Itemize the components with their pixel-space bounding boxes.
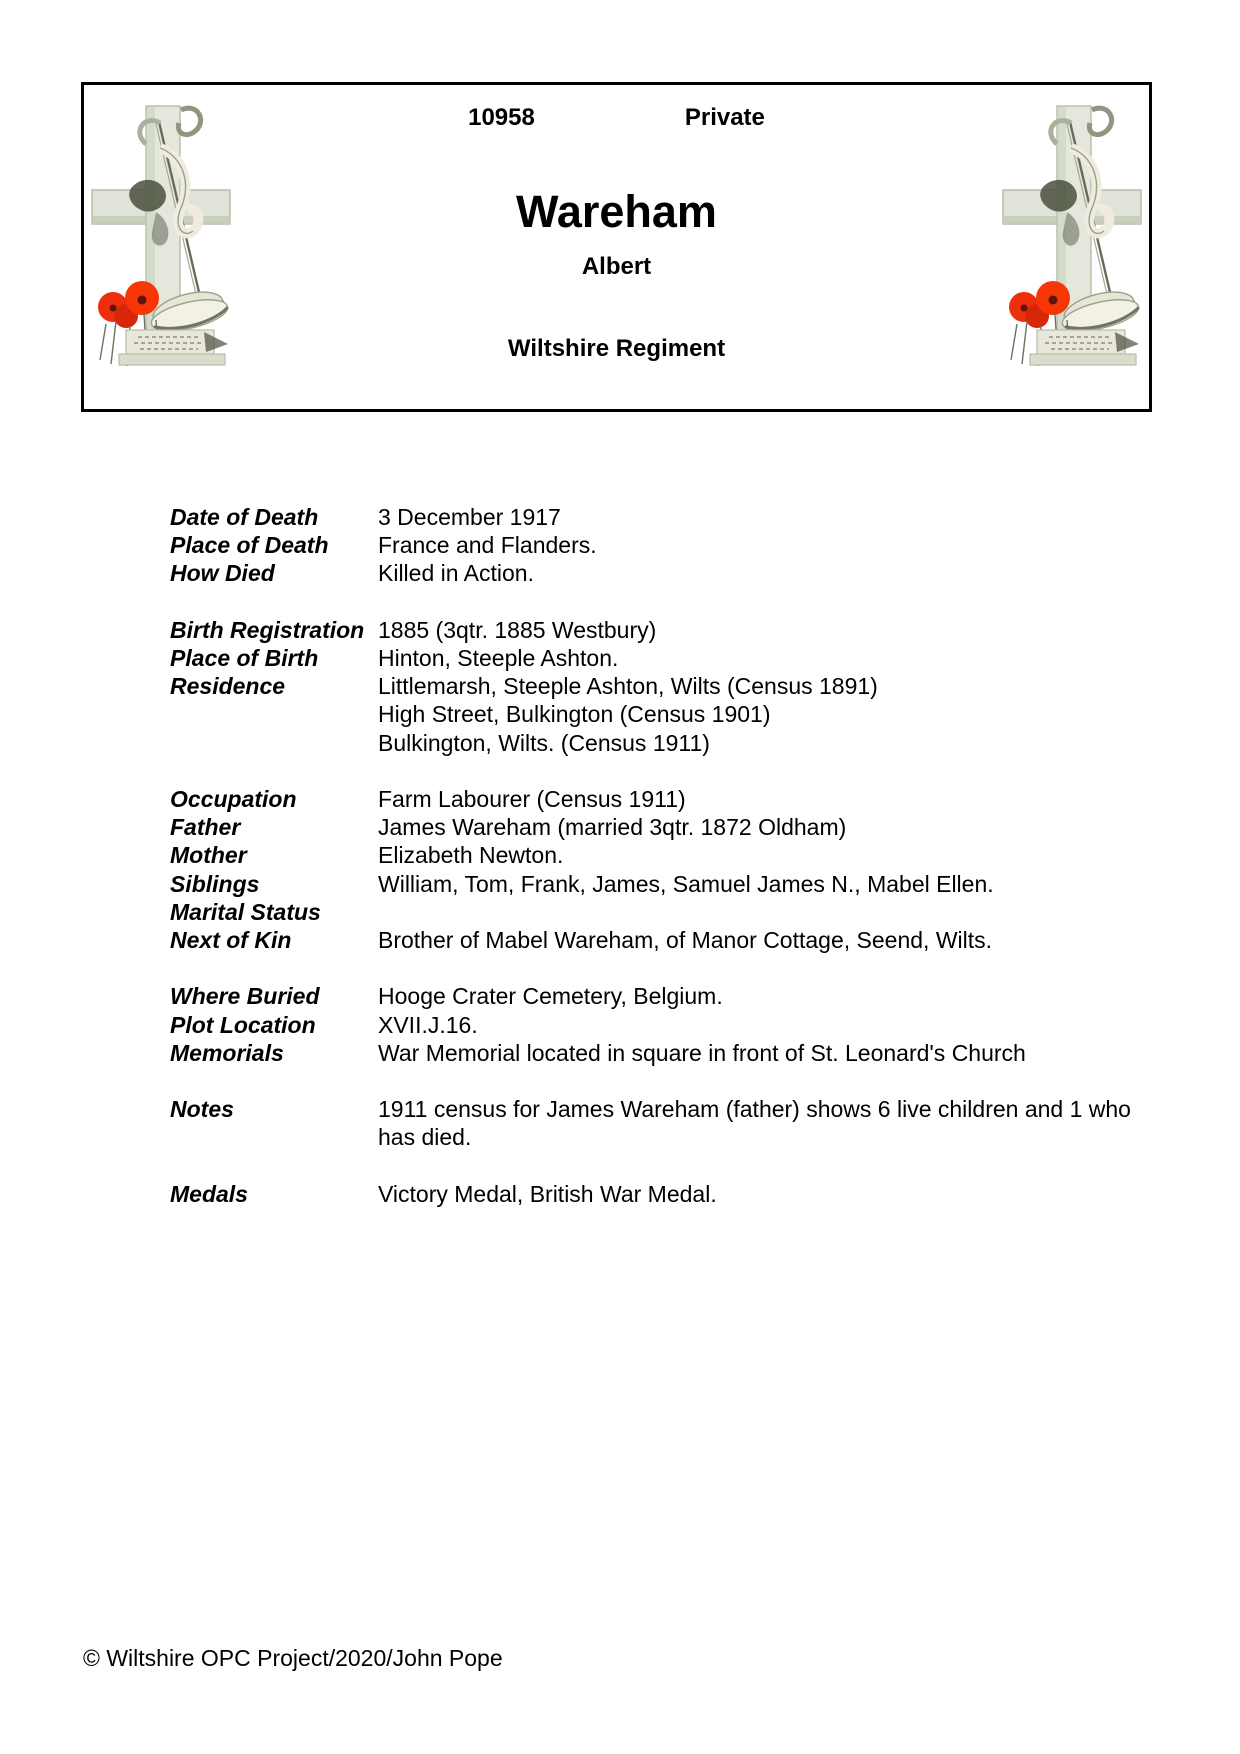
detail-value: 1885 (3qtr. 1885 Westbury): [378, 616, 657, 643]
detail-value: Littlemarsh, Steeple Ashton, Wilts (Census 1891): [378, 673, 878, 700]
detail-value: France and Flanders.: [378, 532, 597, 559]
detail-row: [170, 700, 1160, 728]
detail-row: [170, 503, 1160, 531]
detail-value: Hinton, Steeple Ashton.: [378, 645, 619, 671]
detail-row: [170, 982, 1160, 1010]
detail-label: Where Buried: [170, 983, 320, 1010]
copyright-footer: © Wiltshire OPC Project/2020/John Pope: [83, 1645, 503, 1671]
detail-label: Father: [170, 814, 241, 841]
detail-label: [170, 1123, 378, 1151]
detail-label: Place of Death: [170, 532, 329, 559]
detail-row: [170, 559, 1160, 587]
detail-row: [170, 644, 1160, 672]
detail-row: [170, 813, 1160, 841]
detail-label: [170, 729, 378, 757]
regiment: Wiltshire Regiment: [507, 335, 726, 362]
section-spacer: [170, 1152, 1160, 1180]
detail-label: Birth Registration: [170, 616, 365, 643]
section-spacer: [170, 757, 1160, 785]
detail-value: Bulkington, Wilts. (Census 1911): [378, 729, 710, 756]
detail-row: [170, 531, 1160, 559]
detail-row: [170, 1039, 1160, 1067]
detail-value: Killed in Action.: [378, 560, 534, 587]
detail-value: Hooge Crater Cemetery, Belgium.: [378, 983, 723, 1010]
detail-value: 3 December 1917: [378, 504, 561, 530]
detail-value: has died.: [378, 1124, 472, 1151]
section-spacer: [170, 1067, 1160, 1095]
detail-row: [170, 1095, 1160, 1123]
detail-label: Occupation: [170, 786, 297, 812]
detail-value: Brother of Mabel Wareham, of Manor Cottage, Seend, Wilts.: [378, 927, 993, 954]
detail-value: Elizabeth Newton.: [378, 842, 564, 869]
detail-row: [170, 785, 1160, 813]
detail-label: [170, 700, 378, 728]
detail-row: [170, 1180, 1160, 1208]
detail-value: James Wareham (married 3qtr. 1872 Oldham): [378, 814, 847, 841]
detail-label: Plot Location: [170, 1011, 316, 1038]
detail-label: Marital Status: [170, 898, 321, 925]
header-box: [81, 82, 1152, 412]
detail-row: [170, 870, 1160, 898]
detail-label: Siblings: [170, 870, 260, 897]
detail-row: [170, 926, 1160, 954]
detail-label: Mother: [170, 842, 247, 869]
service-number-rank-row: [84, 106, 1149, 130]
rank: Private: [684, 104, 765, 131]
detail-label: How Died: [170, 560, 275, 587]
detail-value: War Memorial located in square in front of St. Leonard's Church: [378, 1039, 1026, 1066]
detail-value: William, Tom, Frank, James, Samuel James N., Mabel Ellen.: [378, 870, 994, 897]
detail-label: Memorials: [170, 1039, 284, 1066]
detail-label: Date of Death: [170, 504, 319, 530]
detail-value: 1911 census for James Wareham (father) shows 6 live children and 1 who: [378, 1096, 1131, 1123]
service-number: 10958: [468, 104, 535, 131]
details-table: [170, 503, 1160, 1208]
detail-value: [378, 898, 1160, 926]
detail-row: [170, 841, 1160, 869]
detail-row: [170, 729, 1160, 757]
detail-label: Medals: [170, 1180, 248, 1207]
detail-label: Notes: [170, 1096, 234, 1123]
section-spacer: [170, 954, 1160, 982]
detail-value: XVII.J.16.: [378, 1011, 478, 1038]
section-spacer: [170, 588, 1160, 616]
detail-row: [170, 1011, 1160, 1039]
detail-label: Residence: [170, 673, 286, 700]
detail-label: Place of Birth: [170, 645, 319, 671]
detail-label: Next of Kin: [170, 927, 292, 954]
surname: Wareham: [516, 186, 717, 237]
detail-value: Farm Labourer (Census 1911): [378, 786, 686, 812]
forename: Albert: [581, 253, 652, 280]
detail-row: [170, 1123, 1160, 1151]
detail-value: High Street, Bulkington (Census 1901): [378, 701, 771, 728]
detail-row: [170, 898, 1160, 926]
detail-row: [170, 616, 1160, 644]
detail-row: [170, 672, 1160, 700]
detail-value: Victory Medal, British War Medal.: [378, 1180, 717, 1207]
